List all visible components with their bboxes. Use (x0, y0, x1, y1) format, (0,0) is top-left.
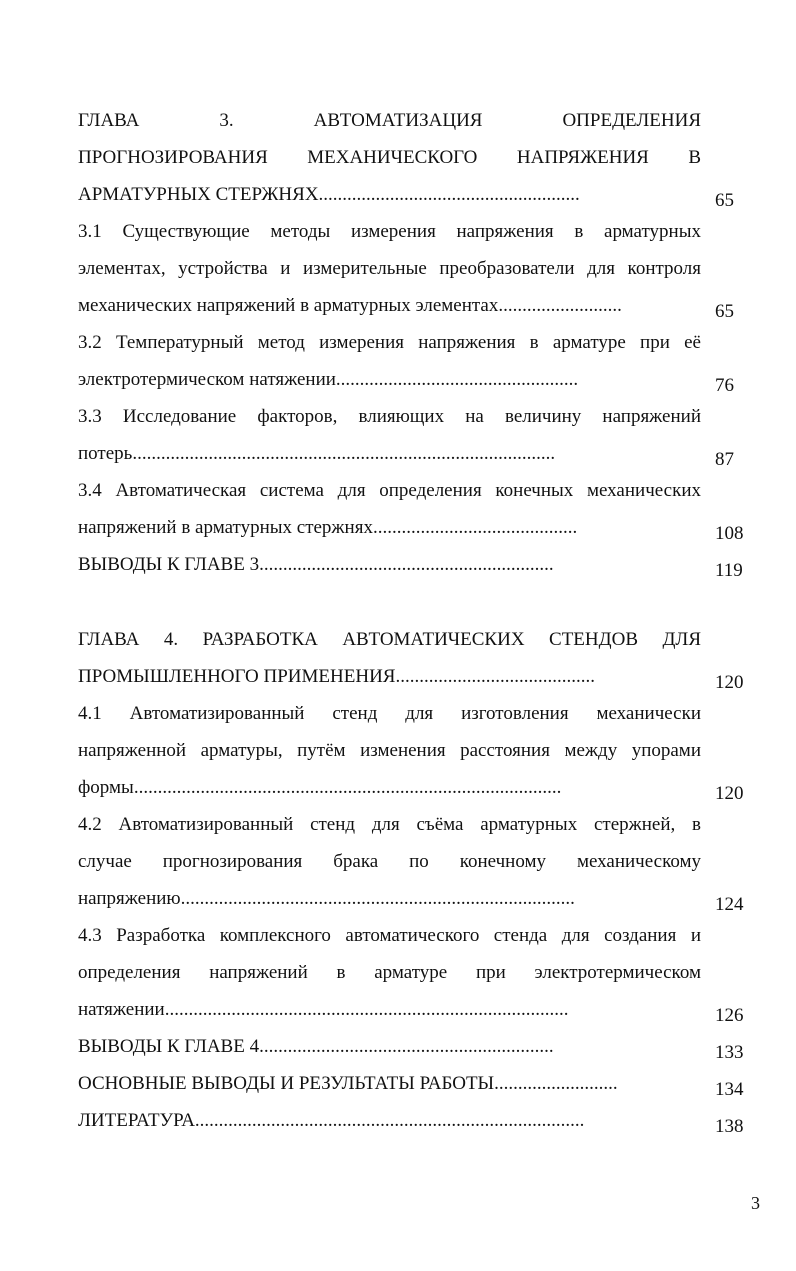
toc-page-number: 120 (715, 672, 744, 693)
toc-text: формы.......................................................................................... (78, 777, 562, 798)
toc-page-number: 134 (715, 1079, 744, 1100)
toc-text: ГЛАВА 3. АВТОМАТИЗАЦИЯ ОПРЕДЕЛЕНИЯ (78, 110, 701, 131)
toc-line (78, 806, 748, 843)
toc-text: АРМАТУРНЫХ СТЕРЖНЯХ....................................................... (78, 184, 580, 205)
toc-line (78, 658, 748, 695)
toc-text: 3.1 Существующие методы измерения напряжения в арматурных (78, 221, 701, 242)
toc-text: 3.4 Автоматическая система для определения конечных механических (78, 480, 701, 501)
toc-text: натяжении..................................................................................... (78, 999, 569, 1020)
toc-page-number: 65 (715, 190, 734, 211)
table-of-contents (78, 102, 748, 1139)
toc-text: 4.3 Разработка комплексного автоматического стенда для создания и (78, 925, 701, 946)
toc-text: механических напряжений в арматурных элементах.......................... (78, 295, 622, 316)
toc-page-number: 87 (715, 449, 734, 470)
toc-page-number: 124 (715, 894, 744, 915)
toc-page-number: 126 (715, 1005, 744, 1026)
toc-page-number: 119 (715, 560, 743, 581)
toc-line (78, 361, 748, 398)
toc-page-number: 76 (715, 375, 734, 396)
toc-text: напряжению................................................................................... (78, 888, 575, 909)
toc-line (78, 287, 748, 324)
toc-text: 4.1 Автоматизированный стенд для изготовления механически (78, 703, 701, 724)
toc-page-number: 138 (715, 1116, 744, 1137)
toc-text: потерь......................................................................................... (78, 443, 556, 464)
toc-text: определения напряжений в арматуре при электротермическом (78, 962, 701, 983)
toc-text: ОСНОВНЫЕ ВЫВОДЫ И РЕЗУЛЬТАТЫ РАБОТЫ.......................... (78, 1073, 618, 1094)
toc-line (78, 176, 748, 213)
toc-line (78, 435, 748, 472)
toc-text: 3.2 Температурный метод измерения напряжения в арматуре при её (78, 332, 701, 353)
toc-line (78, 213, 748, 250)
toc-text: напряжений в арматурных стержнях........................................... (78, 517, 578, 538)
toc-text: 3.3 Исследование факторов, влияющих на величину напряжений (78, 406, 701, 427)
toc-line (78, 917, 748, 954)
toc-line (78, 472, 748, 509)
toc-line (78, 732, 748, 769)
toc-text: 4.2 Автоматизированный стенд для съёма арматурных стержней, в (78, 814, 701, 835)
toc-line (78, 324, 748, 361)
toc-line (78, 769, 748, 806)
toc-page-number: 108 (715, 523, 744, 544)
toc-line (78, 954, 748, 991)
toc-text: ПРОГНОЗИРОВАНИЯ МЕХАНИЧЕСКОГО НАПРЯЖЕНИЯ В (78, 147, 701, 168)
toc-line (78, 843, 748, 880)
toc-page-number: 65 (715, 301, 734, 322)
toc-text: элементах, устройства и измерительные преобразователи для контроля (78, 258, 701, 279)
toc-line (78, 398, 748, 435)
toc-line (78, 546, 748, 583)
toc-line (78, 139, 748, 176)
toc-text: ГЛАВА 4. РАЗРАБОТКА АВТОМАТИЧЕСКИХ СТЕНДОВ ДЛЯ (78, 629, 701, 650)
toc-line (78, 509, 748, 546)
toc-line (78, 250, 748, 287)
toc-text: электротермическом натяжении................................................... (78, 369, 579, 390)
toc-line (78, 991, 748, 1028)
page-number: 3 (751, 1193, 760, 1213)
toc-line (78, 1065, 748, 1102)
toc-line (78, 1028, 748, 1065)
toc-text: напряженной арматуры, путём изменения расстояния между упорами (78, 740, 701, 761)
toc-page-number: 133 (715, 1042, 744, 1063)
toc-text: ЛИТЕРАТУРА.................................................................................. (78, 1110, 585, 1131)
toc-text: ПРОМЫШЛЕННОГО ПРИМЕНЕНИЯ.......................................... (78, 666, 595, 687)
toc-line (78, 880, 748, 917)
toc-text: случае прогнозирования брака по конечному механическому (78, 851, 701, 872)
toc-page-number: 120 (715, 783, 744, 804)
toc-line (78, 695, 748, 732)
toc-text: ВЫВОДЫ К ГЛАВЕ 3.............................................................. (78, 554, 554, 575)
toc-text: ВЫВОДЫ К ГЛАВЕ 4.............................................................. (78, 1036, 554, 1057)
toc-line (78, 102, 748, 139)
toc-line (78, 1102, 748, 1139)
toc-line (78, 621, 748, 658)
